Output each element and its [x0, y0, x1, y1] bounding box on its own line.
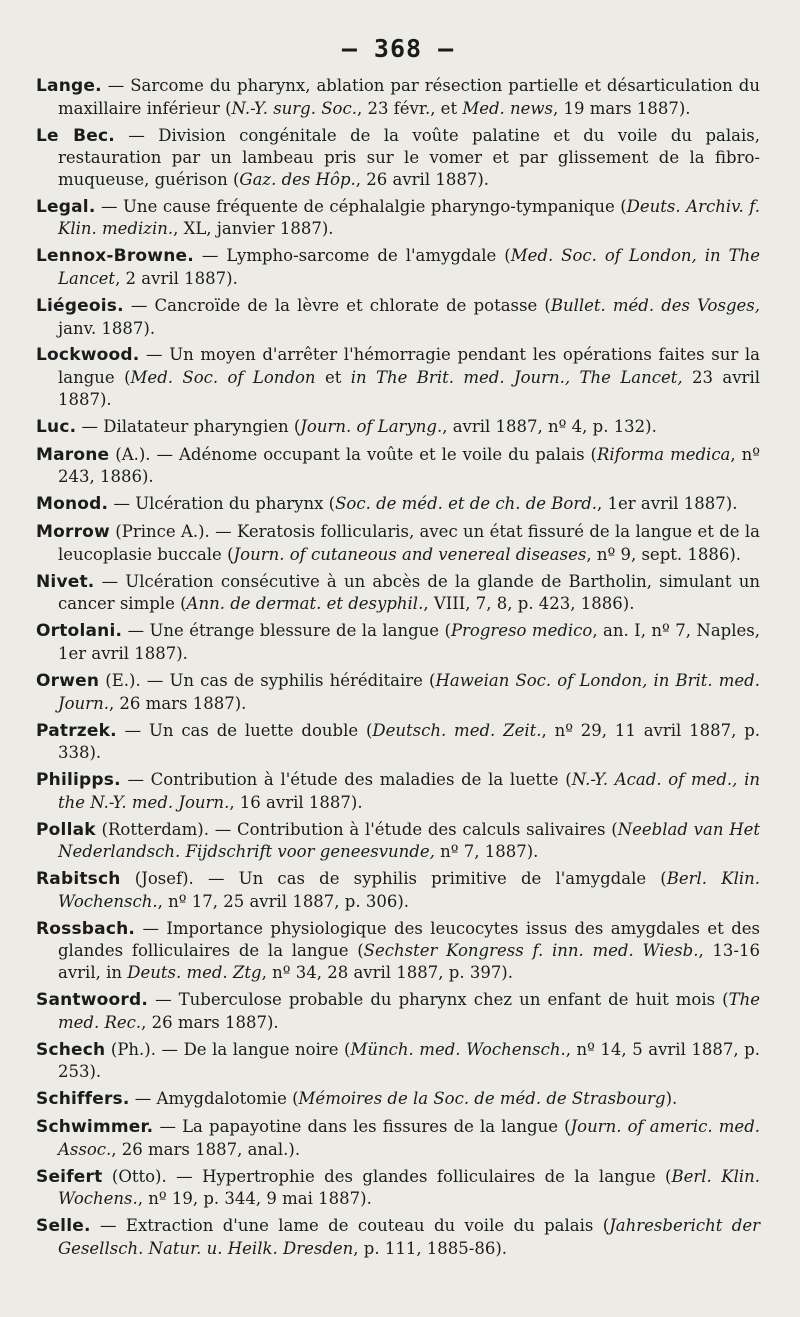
entry-text: , nº 17, 25 avril 1887, p. 306). — [157, 891, 410, 911]
bibliography-entry — [36, 1039, 760, 1083]
entry-text: — Ulcération consécutive à un abcès de la glande de Bartholin, simulant un cancer simple ( — [58, 571, 760, 614]
entry-text: — Sarcome du pharynx, ablation par résection partielle et désarticulation du maxillaire inférieur ( — [58, 76, 760, 118]
entry-author: Orwen — [36, 670, 100, 691]
bibliography-entry — [36, 245, 760, 289]
entry-text: — Adénome occupant la voûte et le voile du palais ( — [150, 444, 597, 464]
entry-text: — Hypertrophie des glandes folliculaires de la langue ( — [166, 1166, 672, 1186]
entry-author-detail: (Josef). — [120, 869, 194, 889]
entry-text: , 13-16 avril, in — [58, 941, 760, 983]
entry-text: et — [315, 368, 351, 388]
entry-publication: Riforma medica — [596, 444, 731, 464]
entry-publication: Med. Soc. of London — [130, 368, 316, 388]
entry-text: , 26 mars 1887). — [108, 693, 247, 713]
entry-publication: Münch. med. Wochensch. — [350, 1039, 566, 1059]
entry-author: Rossbach. — [36, 918, 136, 939]
entry-author-detail: (Prince A.). — [109, 522, 210, 542]
entry-text: , nº 19, p. 344, 9 mai 1887). — [137, 1189, 372, 1209]
entry-author: Patrzek. — [36, 720, 117, 741]
entry-publication: Bullet. méd. des Vosges, — [550, 295, 760, 315]
bibliography-entry — [36, 1116, 760, 1160]
entry-text: , 23 févr., et — [356, 98, 463, 118]
entry-publication: in The Brit. med. Journ., The Lancet, — [350, 368, 683, 388]
entry-author: Le Bec. — [36, 125, 115, 146]
page-number: — 368 — — [341, 34, 455, 63]
bibliography-entry — [36, 196, 760, 240]
entry-text: — Keratosis follicularis, avec un état fissuré de la langue et de la leucoplasie buccale ( — [58, 522, 760, 564]
entry-publication: Berl. Klin. Wochensch. — [58, 869, 760, 911]
bibliography-entry — [36, 918, 760, 984]
entry-text: , XL, janvier 1887). — [173, 219, 334, 239]
bibliography-entry — [36, 521, 760, 565]
entry-text: , 2 avril 1887). — [115, 268, 238, 288]
entry-text: — Extraction d'une lame de couteau du voile du palais ( — [90, 1216, 610, 1236]
entry-author: Lennox-Browne. — [36, 246, 194, 267]
entry-author: Santwoord. — [36, 990, 149, 1010]
entry-text: — Ulcération du pharynx ( — [108, 494, 336, 514]
bibliography-entry — [36, 720, 760, 764]
entry-text: , nº 14, 5 avril 1887, p. 253). — [58, 1039, 760, 1082]
entry-text: nº 7, 1887). — [434, 842, 539, 862]
bibliography-entry — [36, 769, 760, 813]
entry-text: — Cancroïde de la lèvre et chlorate de potasse ( — [123, 295, 551, 315]
entry-author: Legal. — [36, 196, 96, 217]
bibliography-entry — [36, 868, 760, 912]
entry-publication: Journ. of americ. med. Assoc. — [58, 1117, 761, 1159]
entry-author-detail: (Ph.). — [105, 1039, 156, 1059]
entry-author: Marone — [36, 444, 110, 465]
entry-publication: Gaz. des Hôp. — [239, 169, 356, 189]
bibliography-entry — [36, 1215, 760, 1259]
entry-author: Seifert — [36, 1166, 103, 1187]
bibliography-list — [36, 75, 760, 1259]
entry-author: Pollak — [36, 819, 96, 840]
entry-author: Rabitsch — [36, 869, 121, 890]
bibliography-entry — [36, 295, 760, 339]
entry-publication: Med. news — [462, 98, 554, 118]
entry-author: Schwimmer. — [36, 1117, 154, 1138]
bibliography-entry — [36, 1088, 760, 1111]
entry-text: — Contribution à l'étude des maladies de la luette ( — [120, 770, 572, 790]
entry-publication: Soc. de méd. et de ch. de Bord. — [335, 494, 598, 514]
entry-author: Liégeois. — [36, 295, 124, 316]
entry-text: — Une étrange blessure de la langue ( — [122, 621, 451, 641]
entry-author: Lockwood. — [36, 345, 140, 366]
entry-author: Selle. — [36, 1216, 91, 1237]
entry-text: , 1er avril 1887). — [597, 494, 738, 514]
entry-publication: Sechster Kongress f. inn. med. Wiesb. — [363, 941, 699, 961]
bibliography-entry — [36, 571, 760, 615]
entry-author: Ortolani. — [36, 621, 123, 642]
entry-author: Lange. — [36, 76, 102, 96]
entry-text: — Un cas de luette double ( — [116, 720, 373, 740]
entry-publication: Mémoires de la Soc. de méd. de Strasbourg — [298, 1089, 666, 1109]
entry-author: Schiffers. — [36, 1089, 130, 1110]
bibliography-entry — [36, 444, 760, 488]
entry-text: ). — [665, 1089, 678, 1109]
entry-text: janv. 1887). — [58, 318, 156, 338]
bibliography-entry — [36, 670, 760, 714]
entry-text: — Tuberculose probable du pharynx chez un enfant de huit mois ( — [148, 990, 729, 1009]
entry-author: Morrow — [36, 522, 110, 543]
entry-author-detail: (E.). — [99, 670, 141, 690]
entry-text: , nº 29, 11 avril 1887, p. 338). — [58, 720, 761, 763]
entry-publication: N.-Y. Acad. of med., in the N.-Y. med. Journ. — [58, 770, 760, 812]
entry-text: , avril 1887, nº 4, p. 132). — [442, 416, 657, 436]
entry-publication: Progreso medico — [450, 621, 593, 641]
entry-publication: Deutsch. med. Zeit. — [372, 720, 542, 740]
entry-publication: Journ. of Laryng. — [300, 416, 443, 436]
entry-publication: Neeblad van Het Nederlandsch. Fijdschrift voor geneesvunde, — [58, 819, 760, 862]
entry-author-detail: (Rotterdam). — [95, 819, 209, 839]
bibliography-entry — [36, 620, 760, 664]
entry-publication: Deuts. Archiv. f. Klin. medizin. — [58, 196, 760, 239]
entry-author: Philipps. — [36, 770, 121, 791]
entry-text: 23 avril 1887). — [58, 368, 760, 409]
entry-author: Schech — [36, 1039, 106, 1060]
entry-publication: The med. Rec. — [58, 990, 760, 1032]
entry-author: Luc. — [36, 416, 77, 437]
entry-text: — Lympho-sarcome de l'amygdale ( — [193, 246, 511, 266]
entry-text: — Un moyen d'arrêter l'hémorragie pendant les opérations faites sur la langue ( — [58, 345, 760, 388]
entry-text: — Contribution à l'étude des calculs salivaires ( — [208, 819, 618, 839]
entry-text: , nº 9, sept. 1886). — [586, 544, 742, 564]
entry-text: — Dilatateur pharyngien ( — [76, 416, 301, 436]
bibliography-entry — [36, 819, 760, 863]
entry-text: , 26 avril 1887). — [355, 169, 490, 189]
entry-publication: Deuts. med. Ztg — [127, 963, 262, 983]
entry-publication: Haweian Soc. of London, in Brit. med. Journ. — [58, 670, 760, 713]
entry-author: Nivet. — [36, 571, 95, 592]
entry-text: — Amygdalotomie ( — [129, 1089, 299, 1109]
entry-text: — Importance physiologique des leucocytes issus des amygdales et des glandes folliculaires de la langue ( — [58, 918, 760, 961]
entry-author: Monod. — [36, 494, 109, 515]
entry-publication: N.-Y. surg. Soc. — [231, 98, 357, 118]
entry-text: , VIII, 7, 8, p. 423, 1886). — [423, 594, 635, 614]
entry-text: , 16 avril 1887). — [229, 792, 363, 812]
entry-text: , p. 111, 1885-86). — [353, 1238, 508, 1258]
entry-text: , an. I, nº 7, Naples, 1er avril 1887). — [58, 621, 760, 663]
entry-author-detail: (Otto). — [102, 1166, 167, 1186]
bibliography-entry — [36, 1166, 760, 1210]
entry-text: — De la langue noire ( — [155, 1039, 351, 1059]
bibliography-entry — [36, 75, 760, 119]
entry-text: — Division congénitale de la voûte palatine et du voile du palais, restauration par un lambeau pris sur le vomer et par glissement de la fibro-muqueuse, guérison ( — [58, 125, 760, 189]
entry-publication: Journ. of cutaneous and venereal diseases — [233, 544, 587, 564]
entry-publication: Berl. Klin. Wochens. — [58, 1166, 760, 1209]
entry-text: , 26 mars 1887, anal.). — [111, 1139, 301, 1159]
entry-text: — Une cause fréquente de céphalalgie pharyngo-tympanique ( — [95, 196, 627, 216]
entry-publication: Ann. de dermat. et desyphil. — [186, 594, 424, 614]
entry-text: — Un cas de syphilis héréditaire ( — [140, 670, 436, 690]
entry-publication: Med. Soc. of London, in The Lancet — [58, 246, 760, 288]
entry-text: , nº 243, 1886). — [58, 444, 761, 487]
bibliography-entry — [36, 125, 760, 191]
entry-text: , 19 mars 1887). — [553, 98, 691, 118]
bibliography-entry — [36, 493, 760, 516]
entry-text: , nº 34, 28 avril 1887, p. 397). — [261, 963, 513, 983]
entry-publication: Jahresbericht der Gesellsch. Natur. u. Heilk. Dresden — [58, 1216, 760, 1258]
bibliography-entry — [36, 344, 760, 410]
entry-text: , 26 mars 1887). — [141, 1012, 279, 1032]
bibliography-entry — [36, 416, 760, 439]
entry-author-detail: (A.). — [109, 444, 151, 464]
entry-text: — La papayotine dans les fissures de la langue ( — [153, 1117, 571, 1137]
bibliography-entry — [36, 989, 760, 1033]
entry-text: — Un cas de syphilis primitive de l'amygdale ( — [193, 869, 667, 889]
